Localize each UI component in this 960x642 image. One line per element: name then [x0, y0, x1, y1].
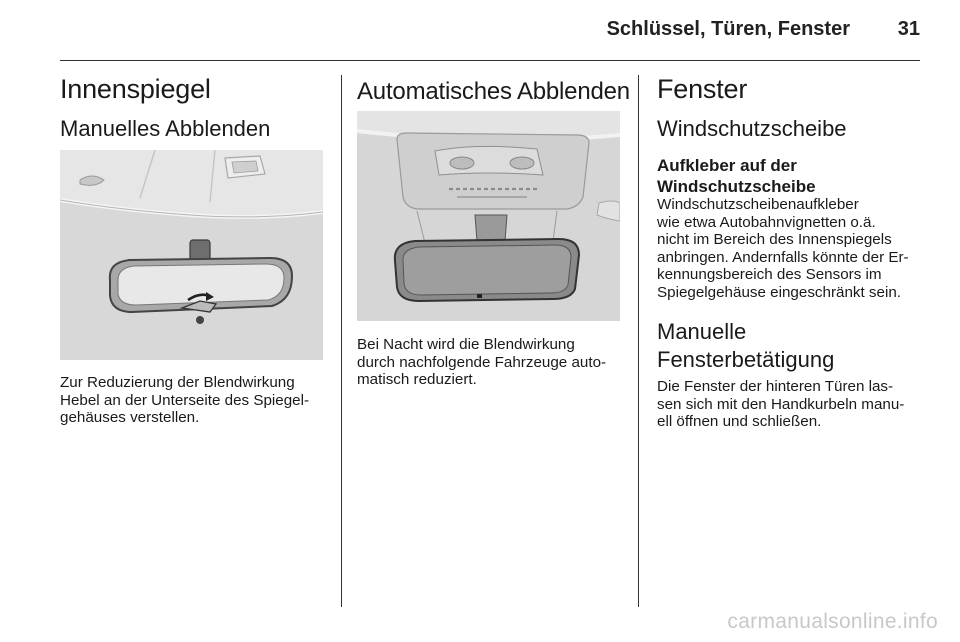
paragraph-window-crank — [657, 378, 937, 431]
auto-dimming-mirror-illustration — [357, 111, 620, 321]
footer-watermark: carmanualsonline.info — [727, 610, 938, 633]
heading-line: Aufkleber auf der — [657, 156, 797, 175]
text-line: gehäuses verstellen. — [60, 409, 200, 427]
rearview-mirror-lever-illustration — [60, 150, 323, 360]
text-line: ell öffnen und schließen. — [657, 413, 822, 431]
text-line: wie etwa Autobahnvignetten o.ä. — [657, 213, 876, 231]
text-line: nicht im Bereich des Innenspiegels — [657, 231, 892, 249]
heading-line: Fensterbetätigung — [657, 347, 835, 372]
text-line: Spiegelgehäuse eingeschränkt sein. — [657, 283, 902, 301]
page-number: 31 — [897, 18, 920, 40]
header-rule — [60, 60, 920, 61]
text-line: durch nachfolgende Fahrzeuge auto- — [357, 353, 607, 371]
heading-line: Windschutzscheibe — [657, 177, 816, 196]
text-line: Windschutzscheibenaufkleber — [657, 196, 859, 213]
heading-innenspiegel: Innenspiegel — [60, 74, 211, 104]
figure-manual-mirror — [60, 150, 323, 360]
heading-line: Manuelle — [657, 319, 747, 344]
column-divider-1 — [341, 75, 342, 607]
paragraph-manual-dimming — [60, 374, 330, 427]
text-line: kennungsbereich des Sensors im — [657, 266, 882, 284]
text-line: Zur Reduzierung der Blendwirkung — [60, 374, 295, 391]
running-header-title: Schlüssel, Türen, Fenster — [606, 18, 850, 40]
subheading-manuelles-abblenden: Manuelles Abblenden — [60, 116, 271, 141]
figure-auto-mirror — [357, 111, 620, 321]
subsubheading-aufkleber — [657, 155, 927, 197]
text-line: sen sich mit den Handkurbeln manu- — [657, 395, 905, 413]
text-line: anbringen. Andernfalls könnte der Er- — [657, 248, 909, 266]
subheading-windschutzscheibe: Windschutzscheibe — [657, 116, 847, 141]
paragraph-windshield-sticker — [657, 196, 937, 302]
text-line: Die Fenster der hinteren Türen las- — [657, 378, 894, 395]
text-line: matisch reduziert. — [357, 371, 477, 389]
text-line: Bei Nacht wird die Blendwirkung — [357, 336, 575, 353]
text-line: Hebel an der Unterseite des Spiegel- — [60, 391, 310, 409]
heading-automatisches-abblenden: Automatisches Abblenden — [357, 78, 630, 105]
paragraph-auto-dimming — [357, 336, 627, 389]
heading-fenster: Fenster — [657, 74, 748, 104]
column-divider-2 — [638, 75, 639, 607]
subheading-manuelle-fensterbetaetigung — [657, 318, 834, 374]
